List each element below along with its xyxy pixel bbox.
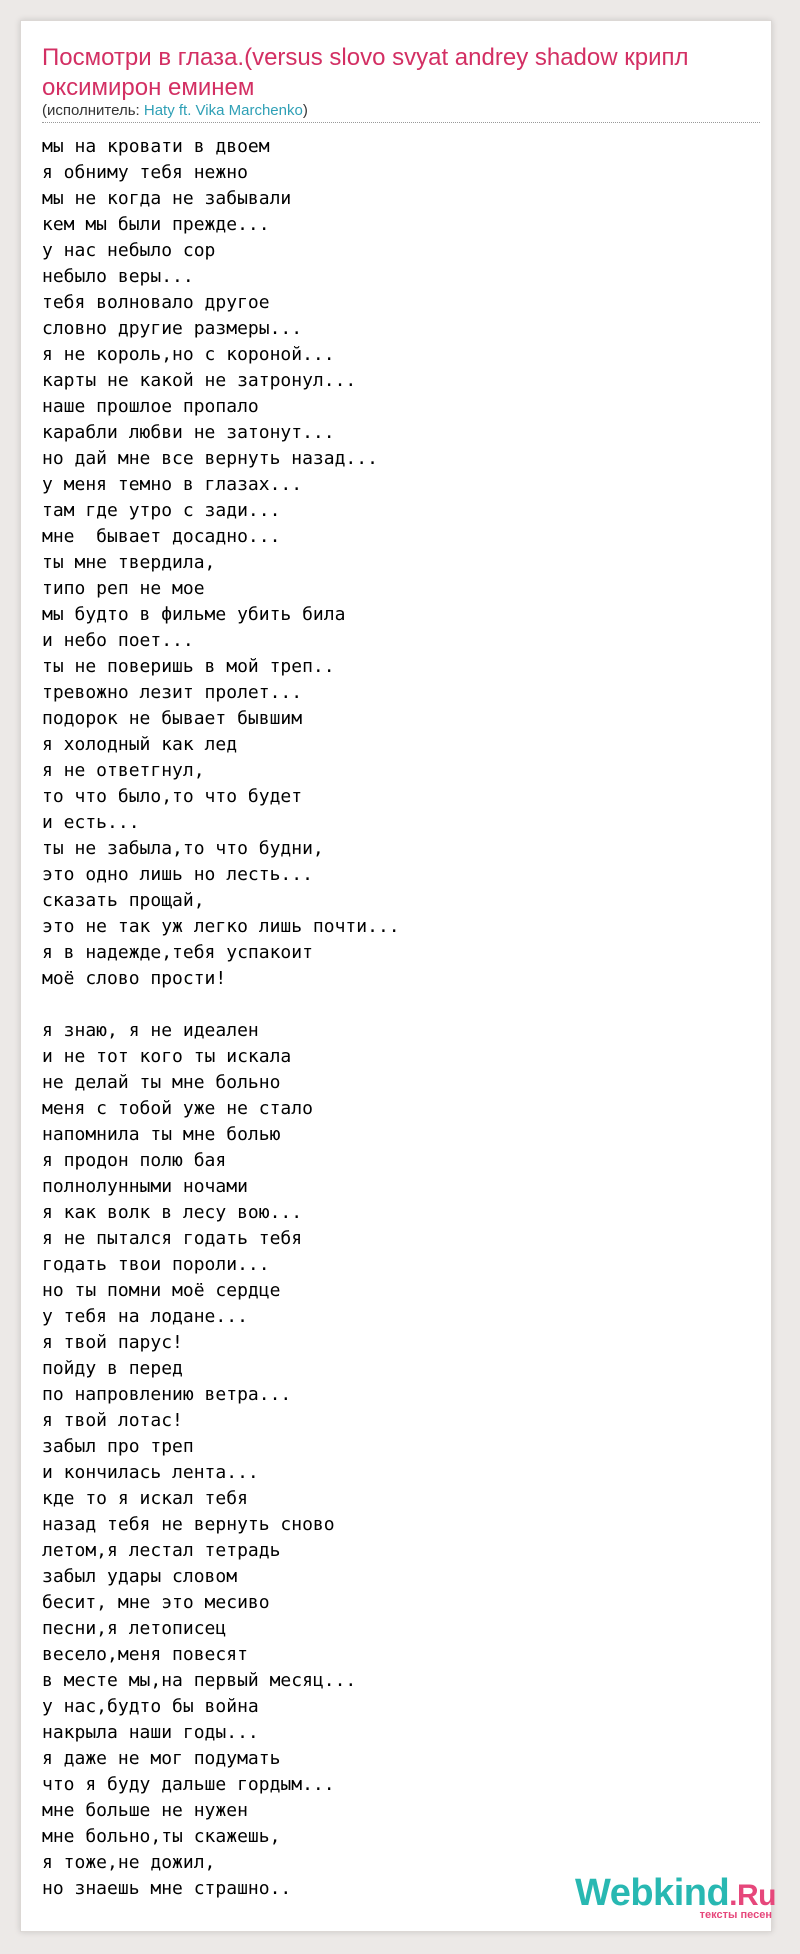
title-divider	[42, 122, 760, 123]
artist-prefix: (исполнитель:	[42, 102, 144, 119]
logo-name: Webkind	[575, 1872, 730, 1914]
lyrics-text: мы на кровати в двоем я обниму тебя нежно мы не когда не забывали кем мы были прежде... у нас небыло сор небыло веры... тебя волновало другое словно другие размеры... я не король,но с короной... карты не какой не затронул... наше прошлое пропало карабли любви не затонут... но дай мне все вернуть назад... у меня темно в глазах... там где утро с зади... мне бывает досадно... ты мне твердила, типо реп не мое мы будто в фильме убить била и небо поет... ты не поверишь в мой треп.. тревожно лезит пролет... подорок не бывает бывшим я холодный как лед я не ответгнул, то что было,то что будет и есть... ты не забыла,то что будни, это одно лишь но лесть... сказать прощай, это не так уж легко лишь почти... я в надежде,тебя успакоит моё слово прости! я знаю, я не идеален и не тот кого ты искала не делай ты мне больно меня с тобой уже не стало напомнила ты мне болью я продон полю бая полнолунными ночами я как волк в лесу вою... я не пытался годать тебя годать твои пороли... но ты помни моё сердце у тебя на лодане... я твой парус! пойду в перед по напровлению ветра... я твой лотас! забыл про треп и кончилась лента... кде то я искал тебя назад тебя не вернуть сново летом,я лестал тетрадь забыл удары словом бесит, мне это месиво песни,я летописец весело,меня повесят в месте мы,на первый месяц... у нас,будто бы война накрыла наши годы... я даже не мог подумать что я буду дальше гордым... мне больше не нужен мне больно,ты скажешь, я тоже,не дожил, но знаешь мне страшно..	[42, 136, 400, 1899]
song-title: Посмотри в глаза.(versus slovo svyat andrey shadow крипл оксимирон еминем	[42, 44, 689, 101]
lyrics-card	[20, 20, 772, 1932]
artist-link[interactable]: Haty ft. Vika Marchenko	[143, 102, 303, 119]
site-logo[interactable]	[575, 1872, 776, 1921]
logo-tagline: тексты песен	[699, 1909, 772, 1921]
artist-line	[42, 101, 308, 121]
logo-tld: .Ru	[729, 1879, 776, 1912]
artist-suffix: )	[302, 102, 308, 119]
